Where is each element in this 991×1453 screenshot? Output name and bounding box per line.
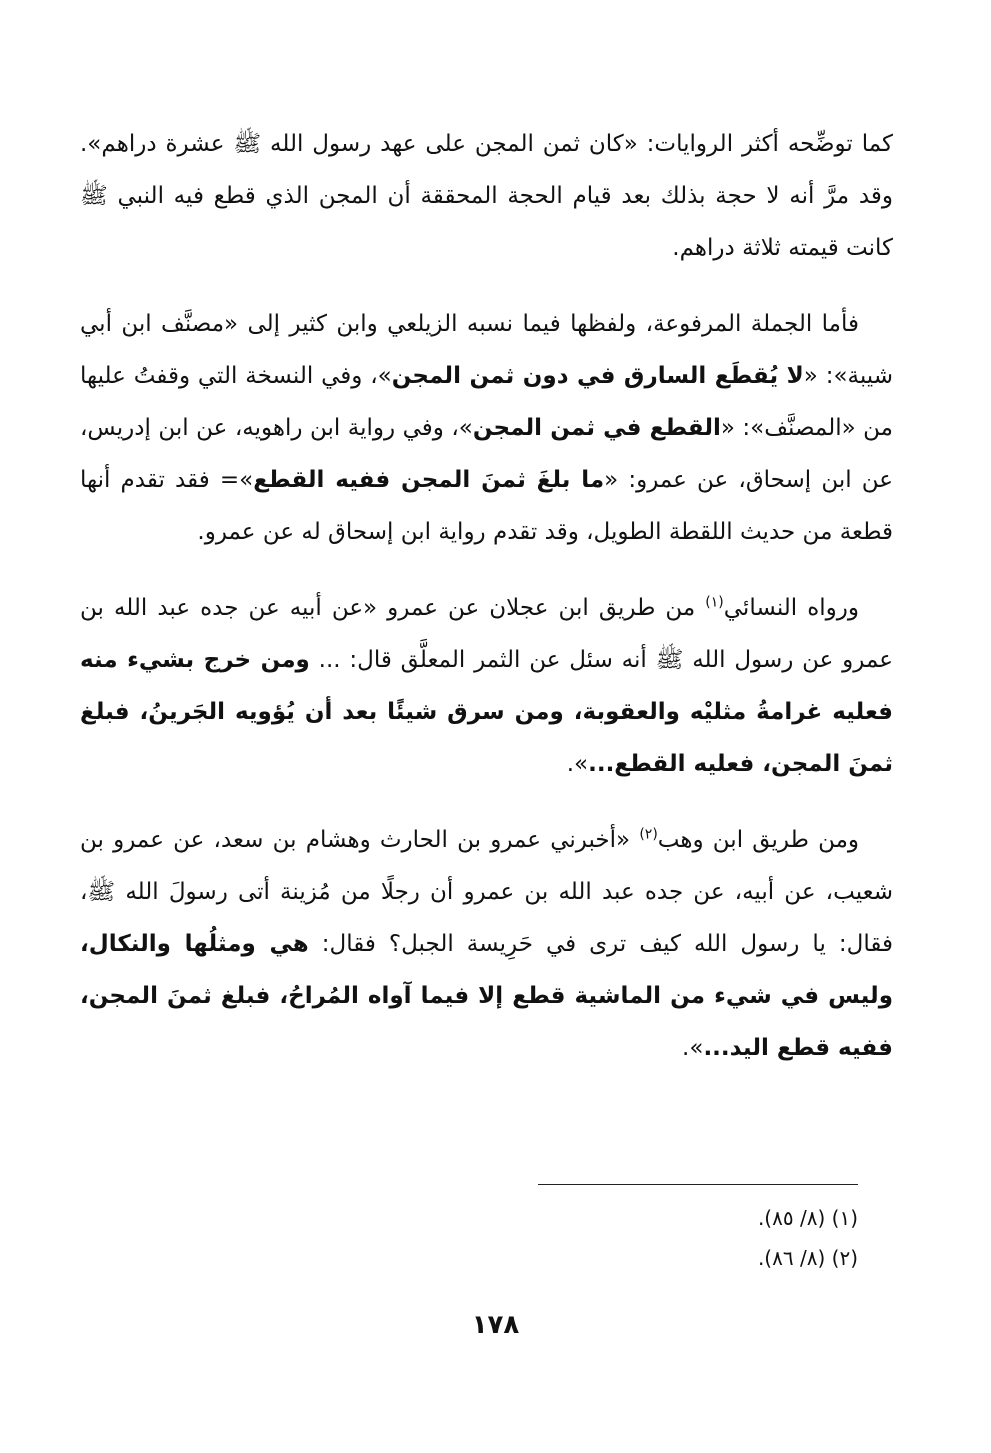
text-segment: »، وفي النسخة التي وقفتُ عليها من «المصنَّف»: « [80,363,893,441]
text-segment: فأما الجملة المرفوعة، ولفظها فيما نسبه الزيلعي وابن كثير إلى «مصنَّف ابن أبي شيبة»: « [80,311,894,389]
footnote-text: (٨/ ٨٦). [757,1246,826,1270]
page-number: ١٧٨ [471,1310,520,1340]
bold-quote: القطع في ثمن المجن [472,415,721,441]
text-segment: ومن طريق ابن وهب [657,827,859,853]
text-segment: من طريق ابن عجلان عن عمرو «عن أبيه عن جده عبد الله بن عمرو عن رسول الله ﷺ أنه سئل عن الثمر المعلَّق قال: ... [80,595,893,673]
text-segment: »، وفي رواية ابن راهويه، عن ابن إدريس، عن ابن إسحاق، عن عمرو: « [80,415,894,493]
footnote-text: (٨/ ٨٥). [757,1206,826,1230]
text-segment: ورواه النسائي [723,595,859,621]
paragraph [80,582,893,790]
text-segment: كما توضِّحه أكثر الروايات: «كان ثمن المجن على عهد رسول الله ﷺ عشرة دراهم». وقد مرَّ أنه لا حجة بذلك بعد قيام الحجة المحققة أن المجن الذي قطع فيه النبي ﷺ كانت قيمته ثلاثة دراهم. [80,131,893,261]
footnote-number: (٢) [831,1246,858,1270]
footnote-separator [538,1184,858,1185]
footnote-1 [758,1198,858,1238]
text-segment: ». [682,1035,704,1061]
bold-quote: ما بلغَ ثمنَ المجن ففيه القطع [253,467,605,493]
footnote-ref: (٢) [639,826,658,843]
paragraph [80,814,893,1074]
footnote-number: (١) [831,1206,858,1230]
text-segment: «أخبرني عمرو بن الحارث وهشام بن سعد، عن عمرو بن شعيب، عن أبيه، عن جده عبد الله بن عمرو أن رجلًا من مُزينة أتى رسولَ الله ﷺ، فقال: يا رسول الله كيف ترى في حَرِيسة الجبل؟ فقال: [80,827,893,957]
bold-quote: لا يُقطَع السارق في دون ثمن المجن [391,363,804,389]
paragraph [80,118,893,274]
footnote-2 [758,1238,858,1278]
text-segment: »= فقد تقدم أنها قطعة من حديث اللقطة الطويل، وقد تقدم رواية ابن إسحاق له عن عمرو. [80,467,893,545]
paragraph [80,298,893,558]
bold-quote: ومن خرج بشيء منه فعليه غرامةُ مثليْه والعقوبة، ومن سرق شيئًا بعد أن يُؤويه الجَرينُ، فبلغ ثمنَ المجن، فعليه القطع... [80,647,893,777]
bold-quote: هي ومثلُها والنكال، وليس في شيء من الماشية قطع إلا فيما آواه المُراحُ، فبلغ ثمنَ المجن، ففيه قطع اليد... [80,931,893,1061]
footnote-ref: (١) [705,594,724,611]
text-segment: ». [566,751,589,777]
footnotes [758,1198,858,1278]
main-text [80,118,893,1098]
